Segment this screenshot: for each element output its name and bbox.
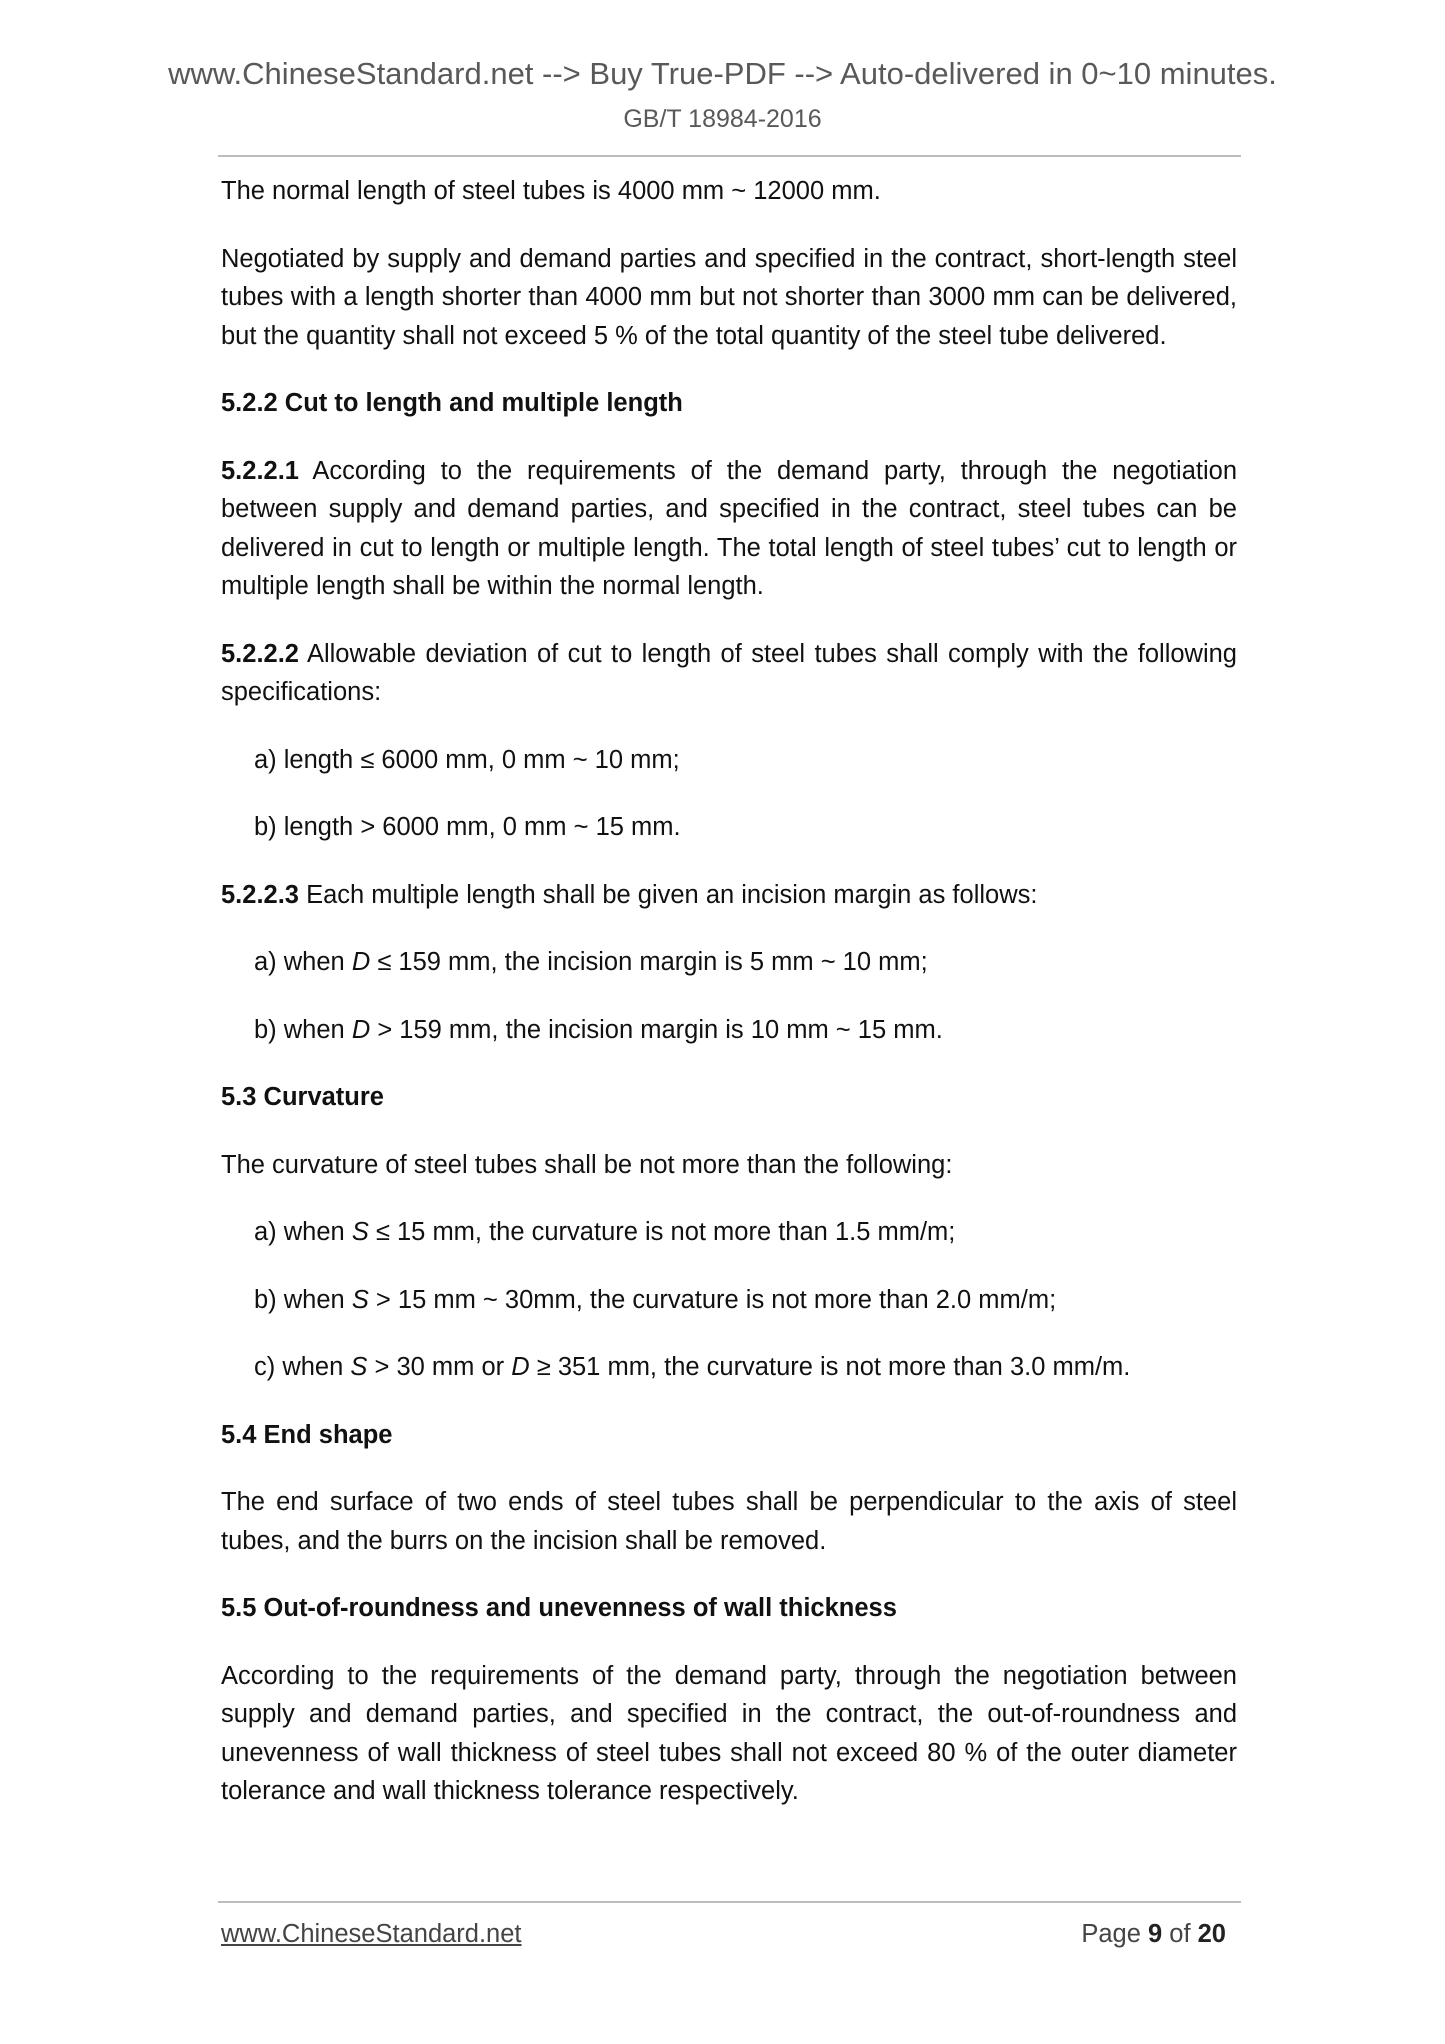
paragraph-short-length: Negotiated by supply and demand parties and specified in the contract, short-length steel tubes with a length shorter than 4000 mm but not shorter than 3000 mm can be delivered, but the quantity shall not exceed 5 % of the total quantity of the steel tube delivered. — [221, 244, 1237, 350]
section-5-5-heading: 5.5 Out-of-roundness and unevenness of wall thickness — [221, 1594, 897, 1622]
page-number: Page 9 of 20 — [1081, 1920, 1226, 1948]
document-body — [221, 172, 1237, 1811]
variable-s: S — [351, 1218, 369, 1246]
list-item-curvature-a: a) when S ≤ 15 mm, the curvature is not more than 1.5 mm/m; — [254, 1218, 956, 1246]
footer-divider — [218, 1901, 1241, 1903]
section-5-4-heading: 5.4 End shape — [221, 1420, 393, 1449]
header-banner: www.ChineseStandard.net --> Buy True-PDF --> Auto-delivered in 0~10 minutes. — [168, 56, 1277, 91]
standard-code: GB/T 18984-2016 — [623, 105, 822, 133]
clause-text: According to the requirements of the demand party, through the negotiation between supply and demand parties, and specified in the contract, steel tubes can be delivered in cut to length or multiple length. The total length of steel tubes’ cut to length or multiple length shall be within the normal length. — [221, 456, 1237, 600]
variable-s: S — [350, 1353, 368, 1381]
list-item-curvature-b: b) when S > 15 mm ~ 30mm, the curvature is not more than 2.0 mm/m; — [254, 1285, 1057, 1314]
variable-d: D — [511, 1353, 530, 1381]
total-pages: 20 — [1197, 1920, 1226, 1948]
clause-5-2-2-3 — [221, 876, 1237, 915]
current-page: 9 — [1148, 1920, 1163, 1948]
clause-number: 5.2.2.3 — [221, 880, 299, 909]
list-item-incision-a: a) when D ≤ 159 mm, the incision margin is 5 mm ~ 10 mm; — [254, 948, 928, 976]
clause-text: Each multiple length shall be given an incision margin as follows: — [298, 880, 1038, 909]
list-item-length-a: a) length ≤ 6000 mm, 0 mm ~ 10 mm; — [254, 745, 680, 774]
clause-number: 5.2.2.1 — [221, 456, 299, 485]
paragraph-out-of-roundness: According to the requirements of the demand party, through the negotiation between supply and demand parties, and specified in the contract, the out-of-roundness and unevenness of wall thickness of steel tubes shall not exceed 80 % of the outer diameter tolerance and wall thickness tolerance respectively. — [221, 1661, 1237, 1805]
paragraph-normal-length: The normal length of steel tubes is 4000 mm ~ 12000 mm. — [221, 177, 881, 205]
paragraph-curvature: The curvature of steel tubes shall be not more than the following: — [221, 1150, 953, 1179]
header-divider — [218, 155, 1241, 157]
section-5-3-heading: 5.3 Curvature — [221, 1083, 384, 1111]
clause-5-2-2-2 — [221, 635, 1237, 712]
footer-website-link[interactable]: www.ChineseStandard.net — [221, 1920, 522, 1948]
section-5-2-2-heading: 5.2.2 Cut to length and multiple length — [221, 389, 683, 417]
clause-5-2-2-1 — [221, 452, 1237, 606]
list-item-length-b: b) length > 6000 mm, 0 mm ~ 15 mm. — [254, 813, 681, 841]
paragraph-end-shape: The end surface of two ends of steel tubes shall be perpendicular to the axis of steel tubes, and the burrs on the incision shall be removed. — [221, 1488, 1237, 1555]
clause-text: Allowable deviation of cut to length of steel tubes shall comply with the following specifications: — [221, 639, 1237, 706]
variable-d: D — [351, 1015, 371, 1044]
list-item-incision-b: b) when D > 159 mm, the incision margin is 10 mm ~ 15 mm. — [254, 1015, 943, 1044]
list-item-curvature-c: c) when S > 30 mm or D ≥ 351 mm, the curvature is not more than 3.0 mm/m. — [254, 1353, 1131, 1381]
variable-d: D — [351, 948, 371, 976]
variable-s: S — [351, 1285, 369, 1314]
clause-number: 5.2.2.2 — [221, 639, 299, 668]
